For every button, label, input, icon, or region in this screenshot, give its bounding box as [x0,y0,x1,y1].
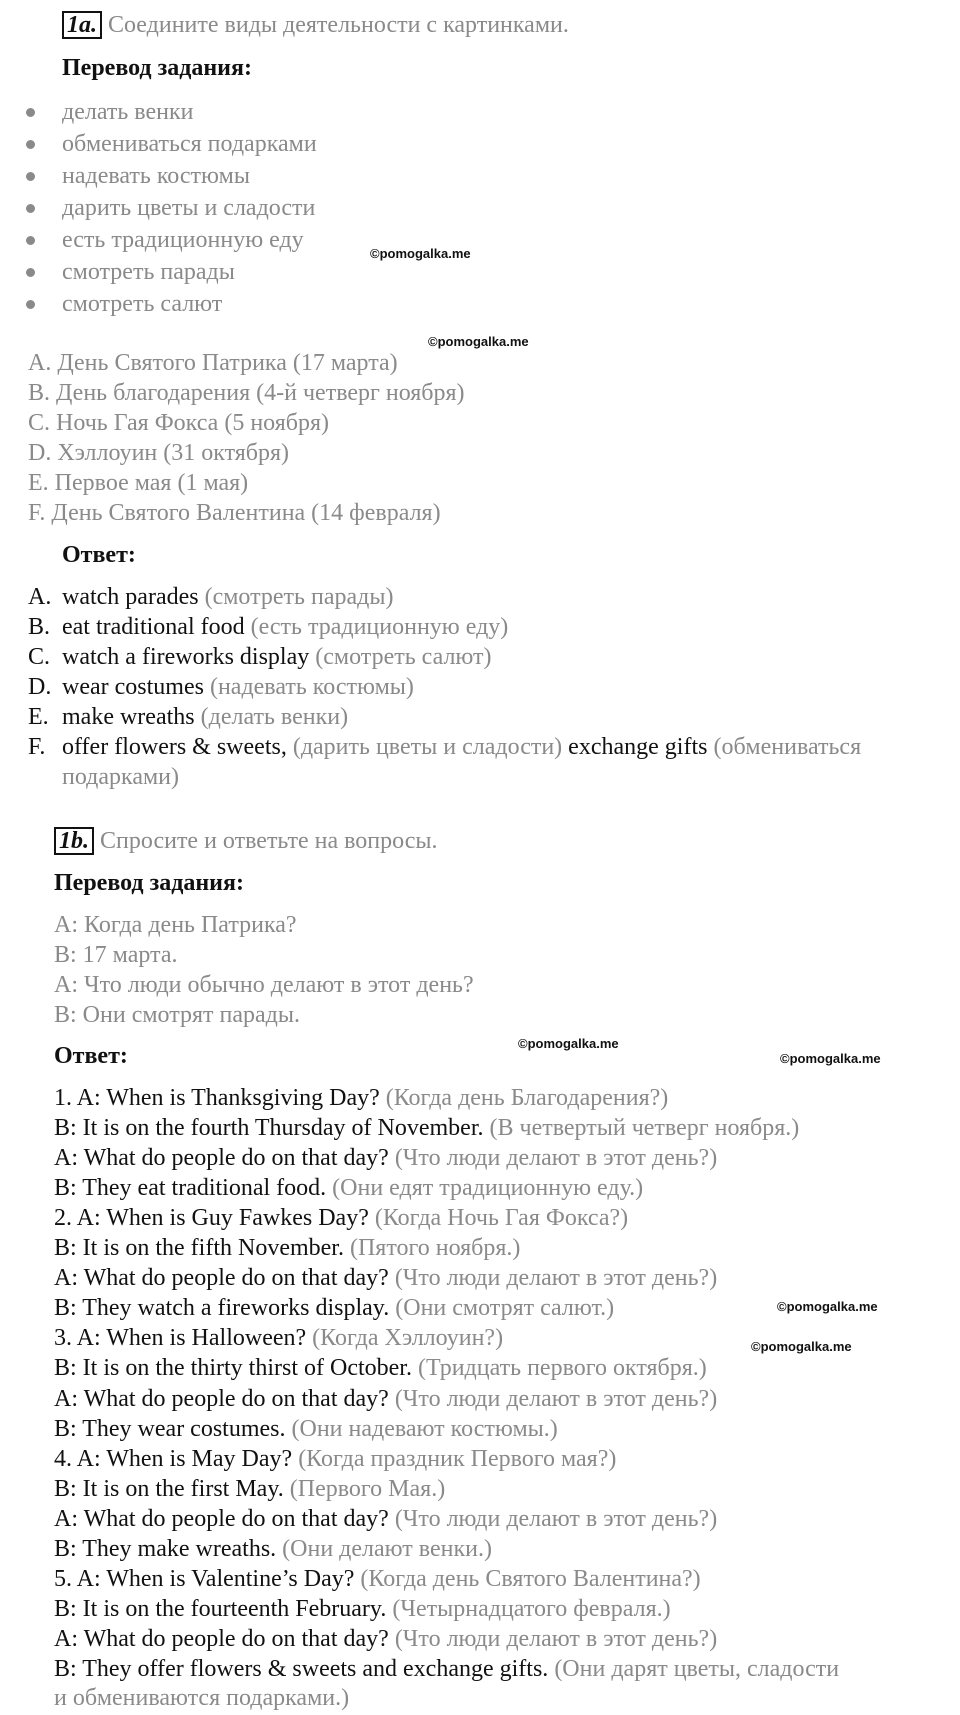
bullet-item: обмениваться подарками [62,131,317,157]
dialog-ru: (Когда день Благодарения?) [379,1085,669,1111]
answer-en: exchange gifts [568,734,708,760]
translation-line: A: Что люди обычно делают в этот день? [54,972,474,998]
dialog-line [54,1263,717,1293]
translation-line: B: 17 марта. [54,942,178,968]
dialog-en: B: They offer flowers & sweets and exchange gifts. [54,1656,549,1682]
answer-text [62,672,414,702]
dialog-ru: (Что люди делают в этот день?) [388,1145,718,1171]
dialog-continuation: и обмениваются подарками.) [54,1685,350,1711]
bullet-item: смотреть салют [62,291,223,317]
dialog-ru: (Когда праздник Первого мая?) [292,1446,617,1472]
task-1b-title: Спросите и ответьте на вопросы. [100,828,438,854]
dialog-en: B: It is on the fourth Thursday of November. [54,1115,484,1141]
answer-letter: A. [28,584,52,610]
bullet-dot [26,300,35,309]
holiday-item: D. Хэллоуин (31 октября) [28,440,290,466]
answer-ru: (дарить цветы и сладости) [286,734,569,760]
dialog-en: 4. A: When is May Day? [54,1446,293,1472]
dialog-ru: (Первого Мая.) [283,1476,446,1502]
dialog-line [54,1564,701,1594]
task-1a-title: Соедините виды деятельности с картинками. [108,12,569,38]
dialog-ru: (Что люди делают в этот день?) [388,1506,718,1532]
dialog-en: B: They wear costumes. [54,1416,286,1442]
dialog-en: B: It is on the fourteenth February. [54,1596,387,1622]
holiday-item: B. День благодарения (4-й четверг ноября) [28,380,465,406]
answer-ru: (надевать костюмы) [203,674,414,700]
task-1b-answer-heading: Ответ: [54,1043,128,1069]
watermark: ©pomogalka.me [370,246,471,261]
dialog-ru: (Они едят традиционную еду.) [326,1175,644,1201]
answer-row [28,732,45,762]
dialog-ru: (Они смотрят салют.) [389,1295,615,1321]
dialog-line [54,1474,445,1504]
holiday-item: E. Первое мая (1 мая) [28,470,249,496]
watermark: ©pomogalka.me [780,1051,881,1066]
holiday-item: F. День Святого Валентина (14 февраля) [28,500,441,526]
dialog-ru: (Что люди делают в этот день?) [388,1626,718,1652]
dialog-ru: (Что люди делают в этот день?) [388,1265,718,1291]
answer-en: watch parades [62,584,199,610]
dialog-line [54,1534,492,1564]
answer-en: make wreaths [62,704,195,730]
answer-text [62,732,861,762]
task-1a-badge: 1a. [62,11,102,39]
dialog-en: 2. A: When is Guy Fawkes Day? [54,1205,369,1231]
dialog-line [54,1143,717,1173]
bullet-item: смотреть парады [62,259,235,285]
answer-letter: F. [28,734,46,760]
dialog-line [54,1083,668,1113]
answer-en: wear costumes [62,674,204,700]
answer-ru: (делать венки) [194,704,349,730]
dialog-en: A: What do people do on that day? [54,1506,389,1532]
dialog-ru: (Когда Ночь Гая Фокса?) [368,1205,629,1231]
answer-text [62,582,393,612]
dialog-en: B: It is on the first May. [54,1476,284,1502]
dialog-en: A: What do people do on that day? [54,1265,389,1291]
holiday-item: A. День Святого Патрика (17 марта) [28,350,398,376]
bullet-dot [26,108,35,117]
answer-en: offer flowers & sweets, [62,734,287,760]
dialog-line [54,1233,520,1263]
dialog-line [54,1384,717,1414]
dialog-line [54,1624,717,1654]
dialog-en: B: They eat traditional food. [54,1175,327,1201]
answer-continuation: подарками) [62,764,179,790]
dialog-line [54,1113,799,1143]
answer-ru: (смотреть салют) [309,644,492,670]
dialog-en: A: What do people do on that day? [54,1145,389,1171]
answer-text [62,702,348,732]
answer-letter: D. [28,674,52,700]
dialog-ru: (Четырнадцатого февраля.) [386,1596,671,1622]
dialog-en: B: It is on the thirty thirst of October. [54,1355,412,1381]
answer-row [28,702,49,732]
dialog-ru: (Они делают венки.) [276,1536,492,1562]
bullet-item: есть традиционную еду [62,227,304,253]
dialog-line [54,1654,839,1684]
answer-letter: C. [28,644,51,670]
dialog-en: A: What do people do on that day? [54,1626,389,1652]
watermark: ©pomogalka.me [428,334,529,349]
answer-row [28,582,51,612]
watermark: ©pomogalka.me [518,1036,619,1051]
answer-ru: (есть традиционную еду) [244,614,509,640]
answer-row [28,612,50,642]
bullet-dot [26,204,35,213]
dialog-ru: (Когда день Святого Валентина?) [354,1566,701,1592]
bullet-dot [26,172,35,181]
dialog-en: B: It is on the fifth November. [54,1235,344,1261]
dialog-line [54,1203,628,1233]
watermark: ©pomogalka.me [777,1299,878,1314]
dialog-ru: (Они дарят цветы, сладости [548,1656,840,1682]
dialog-line [54,1444,616,1474]
dialog-line [54,1353,707,1383]
task-1a-header [62,10,569,40]
dialog-ru: (Пятого ноября.) [343,1235,521,1261]
dialog-ru: (Тридцать первого октября.) [411,1355,707,1381]
task-1b-header [54,826,438,856]
dialog-en: B: They watch a fireworks display. [54,1295,390,1321]
dialog-en: 3. A: When is Halloween? [54,1325,307,1351]
dialog-ru: (Они надевают костюмы.) [285,1416,558,1442]
bullet-dot [26,236,35,245]
answer-letter: B. [28,614,51,640]
answer-row [28,672,51,702]
holiday-item: C. Ночь Гая Фокса (5 ноября) [28,410,329,436]
translation-line: A: Когда день Патрика? [54,912,297,938]
answer-text [62,612,508,642]
answer-row [28,642,50,672]
dialog-en: 5. A: When is Valentine’s Day? [54,1566,355,1592]
dialog-ru: (Когда Хэллоуин?) [306,1325,504,1351]
dialog-ru: (Что люди делают в этот день?) [388,1386,718,1412]
answer-letter: E. [28,704,49,730]
translation-line: B: Они смотрят парады. [54,1002,301,1028]
bullet-item: дарить цветы и сладости [62,195,316,221]
answer-text [62,642,492,672]
dialog-line [54,1173,643,1203]
dialog-line [54,1293,614,1323]
dialog-line [54,1504,717,1534]
bullet-dot [26,140,35,149]
dialog-en: B: They make wreaths. [54,1536,277,1562]
dialog-en: A: What do people do on that day? [54,1386,389,1412]
task-1b-badge: 1b. [54,827,94,855]
answer-en: eat traditional food [62,614,245,640]
task-1a-translation-heading: Перевод задания: [62,55,252,81]
task-1a-answer-heading: Ответ: [62,542,136,568]
bullet-item: делать венки [62,99,194,125]
bullet-item: надевать костюмы [62,163,250,189]
task-1b-translation-heading: Перевод задания: [54,870,244,896]
dialog-line [54,1594,671,1624]
dialog-line [54,1323,503,1353]
bullet-dot [26,268,35,277]
dialog-line [54,1414,558,1444]
answer-ru: (обмениваться [707,734,862,760]
answer-en: watch a fireworks display [62,644,310,670]
dialog-ru: (В четвертый четверг ноября.) [483,1115,800,1141]
dialog-en: 1. A: When is Thanksgiving Day? [54,1085,380,1111]
watermark: ©pomogalka.me [751,1339,852,1354]
answer-ru: (смотреть парады) [198,584,394,610]
